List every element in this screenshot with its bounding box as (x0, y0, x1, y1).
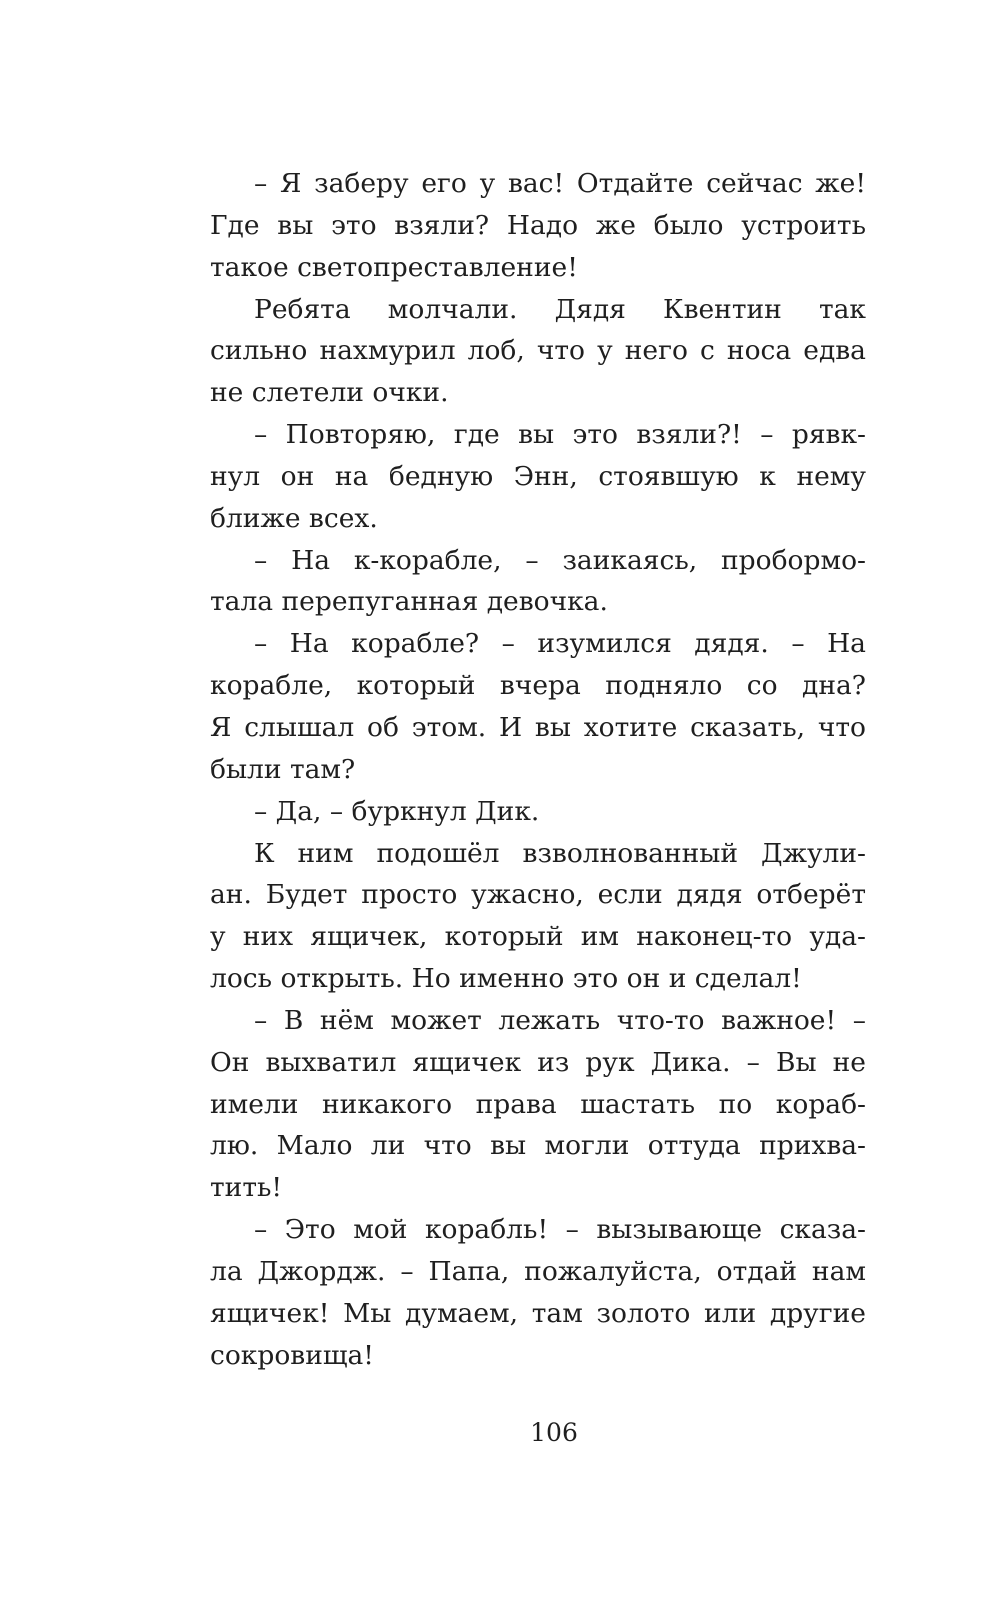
text-line: лось открыть. Но именно это он и сделал! (210, 963, 802, 995)
text-line: такое светопреставление! (210, 251, 578, 283)
text-line: – На к-корабле, – заикаясь, пробормо- (254, 544, 866, 576)
text-line: – В нём может лежать что-то важное! – (254, 1004, 866, 1036)
text-line: – Это мой корабль! – вызывающе сказа- (254, 1214, 866, 1246)
text-line: – Повторяю, где вы это взяли?! – рявк- (254, 419, 866, 451)
text-line: ящичек! Мы думаем, там золото или другие (210, 1297, 866, 1329)
body-text (210, 163, 866, 1376)
text-line: ан. Будет просто ужасно, если дядя отберёт (210, 879, 866, 911)
page-number: 106 (530, 1418, 578, 1447)
text-line: лю. Мало ли что вы могли оттуда прихва- (210, 1130, 866, 1162)
text-line: у них ящичек, который им наконец-то уда- (210, 921, 866, 953)
text-line: Он выхватил ящичек из рук Дика. – Вы не (210, 1046, 866, 1078)
text-line: ла Джордж. – Папа, пожалуйста, отдай нам (210, 1255, 866, 1287)
text-line: сокровища! (210, 1339, 374, 1371)
text-line: – Да, – буркнул Дик. (254, 795, 540, 827)
text-line: тала перепуганная девочка. (210, 586, 608, 618)
text-line: – На корабле? – изумился дядя. – На (254, 628, 866, 660)
text-line: ближе всех. (210, 502, 378, 534)
text-line: Где вы это взяли? Надо же было устроить (210, 209, 866, 241)
text-line: сильно нахмурил лоб, что у него с носа едва (210, 335, 866, 367)
text-line: К ним подошёл взволнованный Джули- (254, 837, 866, 869)
text-line: имели никакого права шастать по кораб- (210, 1088, 866, 1120)
text-line: нул он на бедную Энн, стоявшую к нему (210, 460, 866, 492)
text-line: – Я заберу его у вас! Отдайте сейчас же! (254, 168, 866, 199)
text-line: корабле, который вчера подняло со дна? (210, 670, 866, 702)
text-line: тить! (210, 1172, 283, 1204)
text-line: Ребята молчали. Дядя Квентин так (254, 293, 866, 325)
text-line: были там? (210, 753, 356, 785)
text-line: Я слышал об этом. И вы хотите сказать, что (210, 711, 866, 743)
text-line: не слетели очки. (210, 377, 449, 409)
